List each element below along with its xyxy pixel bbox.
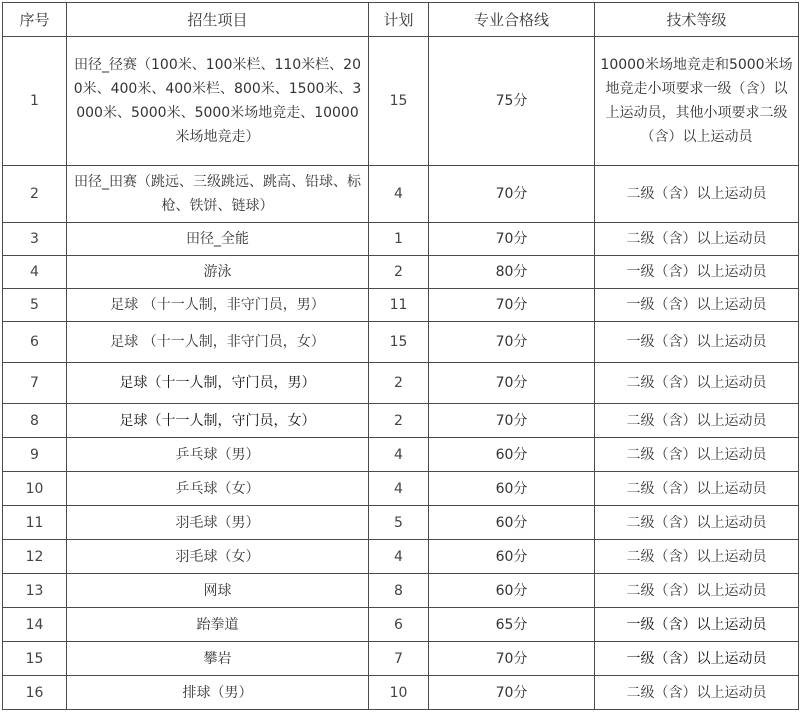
row-project: 田径_全能	[67, 223, 369, 256]
row-plan: 2	[369, 363, 429, 404]
header-index: 序号	[3, 3, 67, 37]
row-index: 9	[3, 438, 67, 472]
header-score: 专业合格线	[429, 3, 595, 37]
row-index: 12	[3, 540, 67, 574]
table-row	[3, 363, 799, 404]
header-plan: 计划	[369, 3, 429, 37]
row-level: 二级（含）以上运动员	[595, 472, 799, 506]
row-project: 田径_径赛（100米、100米栏、110米栏、200米、400米、400米栏、800米、1500米、3000米、5000米、5000米场地竞走、10000米场地竞走）	[67, 37, 369, 166]
row-score: 70分	[429, 363, 595, 404]
row-plan: 4	[369, 438, 429, 472]
table-row	[3, 223, 799, 256]
row-score: 80分	[429, 256, 595, 289]
table-row	[3, 289, 799, 322]
row-plan: 4	[369, 166, 429, 223]
row-plan: 5	[369, 506, 429, 540]
table-row	[3, 166, 799, 223]
row-project: 足球 （十一人制，非守门员，女）	[67, 322, 369, 363]
row-index: 4	[3, 256, 67, 289]
row-project: 攀岩	[67, 642, 369, 676]
row-level: 一级（含）以上运动员	[595, 256, 799, 289]
row-level: 二级（含）以上运动员	[595, 363, 799, 404]
row-level: 二级（含）以上运动员	[595, 574, 799, 608]
row-index: 15	[3, 642, 67, 676]
row-project: 足球（十一人制，守门员，女）	[67, 404, 369, 438]
row-plan: 11	[369, 289, 429, 322]
row-index: 3	[3, 223, 67, 256]
row-level: 二级（含）以上运动员	[595, 404, 799, 438]
row-project: 游泳	[67, 256, 369, 289]
row-score: 70分	[429, 404, 595, 438]
row-score: 60分	[429, 506, 595, 540]
row-plan: 1	[369, 223, 429, 256]
row-project: 足球 （十一人制，非守门员，男）	[67, 289, 369, 322]
row-level: 一级（含）以上运动员	[595, 289, 799, 322]
row-plan: 2	[369, 404, 429, 438]
row-plan: 8	[369, 574, 429, 608]
table-row	[3, 438, 799, 472]
row-score: 70分	[429, 166, 595, 223]
row-level: 二级（含）以上运动员	[595, 223, 799, 256]
row-project: 跆拳道	[67, 608, 369, 642]
row-index: 13	[3, 574, 67, 608]
row-score: 60分	[429, 472, 595, 506]
row-level: 二级（含）以上运动员	[595, 438, 799, 472]
row-score: 70分	[429, 322, 595, 363]
row-level: 10000米场地竞走和5000米场地竞走小项要求一级（含）以上运动员，其他小项要求二级（含）以上运动员	[595, 37, 799, 166]
row-index: 2	[3, 166, 67, 223]
row-score: 60分	[429, 540, 595, 574]
row-project: 乒乓球（女）	[67, 472, 369, 506]
row-project: 羽毛球（男）	[67, 506, 369, 540]
row-plan: 2	[369, 256, 429, 289]
row-score: 75分	[429, 37, 595, 166]
row-level: 二级（含）以上运动员	[595, 506, 799, 540]
row-index: 8	[3, 404, 67, 438]
table-row	[3, 472, 799, 506]
table-row	[3, 608, 799, 642]
row-index: 1	[3, 37, 67, 166]
row-plan: 6	[369, 608, 429, 642]
row-score: 70分	[429, 289, 595, 322]
row-plan: 4	[369, 540, 429, 574]
admissions-table	[2, 2, 799, 710]
row-score: 60分	[429, 438, 595, 472]
row-plan: 15	[369, 322, 429, 363]
row-index: 14	[3, 608, 67, 642]
row-score: 70分	[429, 642, 595, 676]
row-index: 5	[3, 289, 67, 322]
row-index: 7	[3, 363, 67, 404]
header-row	[3, 3, 799, 37]
row-level: 二级（含）以上运动员	[595, 540, 799, 574]
table-row	[3, 676, 799, 710]
row-level: 二级（含）以上运动员	[595, 676, 799, 710]
row-project: 田径_田赛（跳远、三级跳远、跳高、铅球、标枪、铁饼、链球）	[67, 166, 369, 223]
table-row	[3, 574, 799, 608]
header-level: 技术等级	[595, 3, 799, 37]
row-level: 一级（含）以上运动员	[595, 608, 799, 642]
table-row	[3, 404, 799, 438]
row-project: 排球（男）	[67, 676, 369, 710]
row-project: 足球（十一人制，守门员，男）	[67, 363, 369, 404]
row-index: 16	[3, 676, 67, 710]
header-project: 招生项目	[67, 3, 369, 37]
row-index: 6	[3, 322, 67, 363]
row-level: 一级（含）以上运动员	[595, 322, 799, 363]
row-index: 10	[3, 472, 67, 506]
table-row	[3, 37, 799, 166]
row-plan: 7	[369, 642, 429, 676]
table-row	[3, 642, 799, 676]
table-row	[3, 256, 799, 289]
row-plan: 10	[369, 676, 429, 710]
table-row	[3, 540, 799, 574]
row-level: 二级（含）以上运动员	[595, 166, 799, 223]
row-project: 乒乓球（男）	[67, 438, 369, 472]
row-score: 65分	[429, 608, 595, 642]
table-row	[3, 506, 799, 540]
row-score: 70分	[429, 676, 595, 710]
row-project: 羽毛球（女）	[67, 540, 369, 574]
row-plan: 15	[369, 37, 429, 166]
row-score: 70分	[429, 223, 595, 256]
row-score: 60分	[429, 574, 595, 608]
row-project: 网球	[67, 574, 369, 608]
row-index: 11	[3, 506, 67, 540]
row-plan: 4	[369, 472, 429, 506]
table-row	[3, 322, 799, 363]
row-level: 一级（含）以上运动员	[595, 642, 799, 676]
